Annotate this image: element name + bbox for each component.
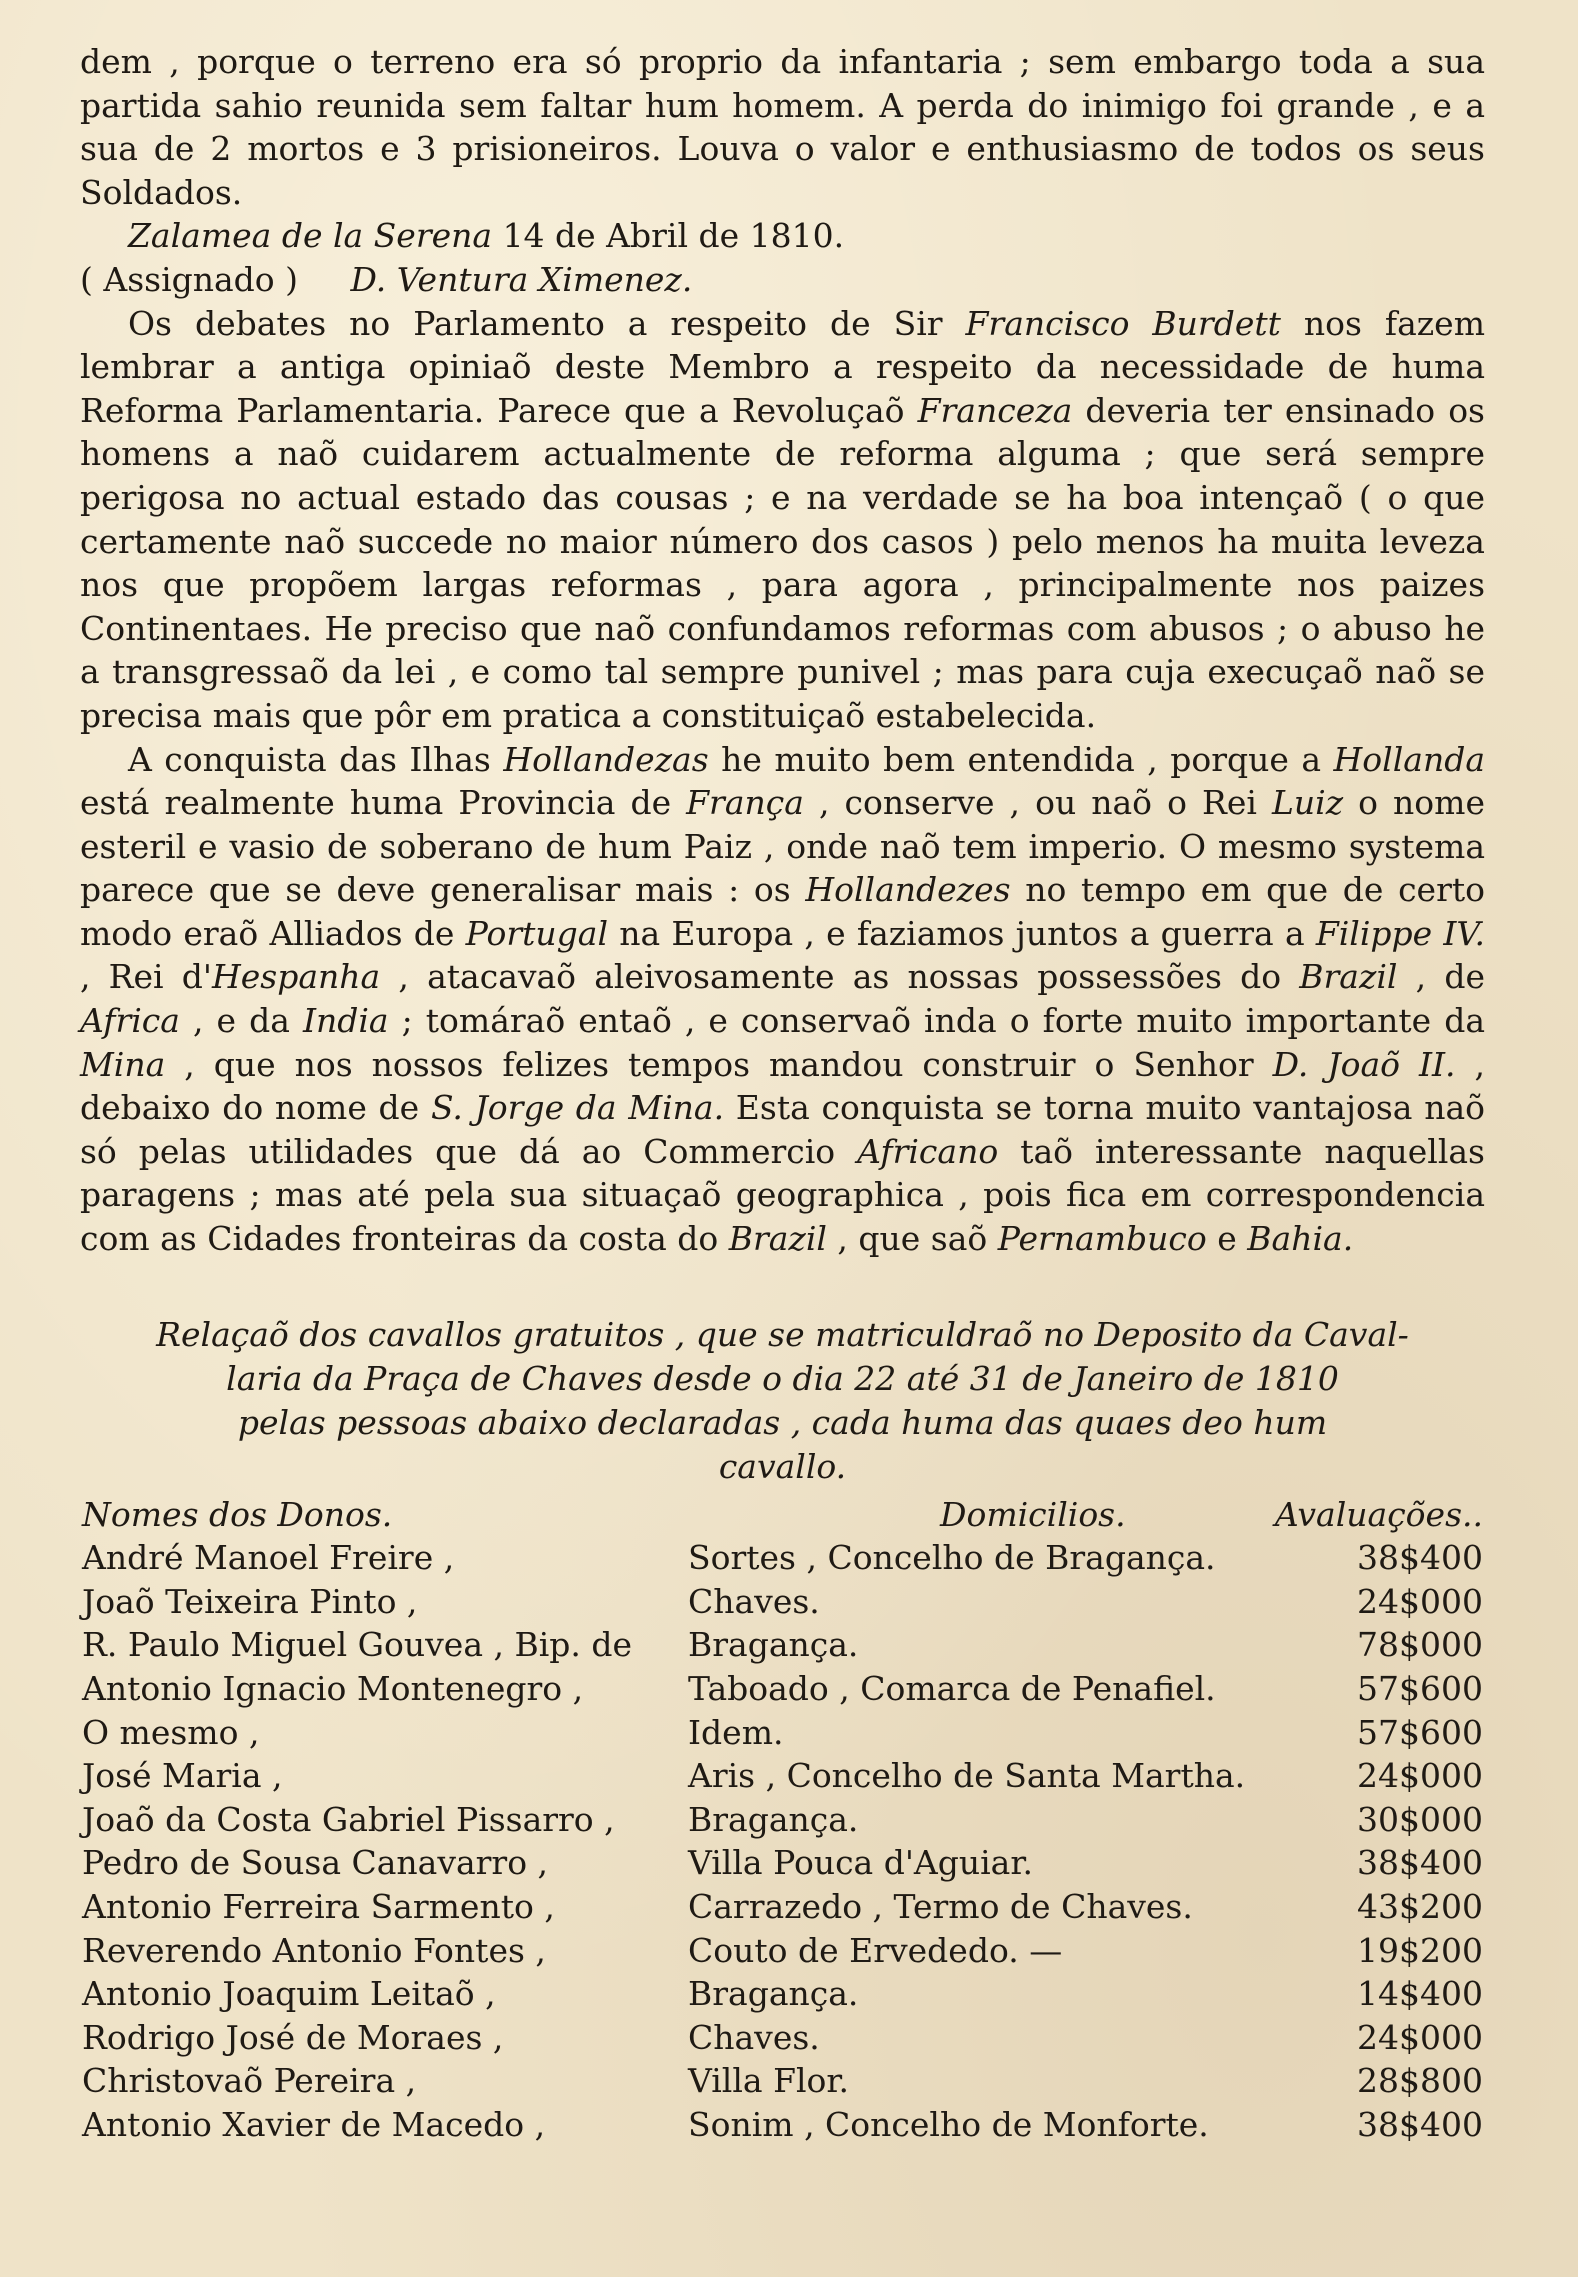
horse-value: 43$200	[1357, 1886, 1483, 1926]
table-row	[80, 1754, 1485, 1798]
italic-run: Bahia.	[1247, 1219, 1354, 1259]
relacao-line-3: pelas pessoas abaixo declaradas , cada huma das quaes deo hum	[237, 1402, 1328, 1442]
text-run: , Rei d'	[80, 957, 212, 997]
signed-label: ( Assignado )	[80, 259, 299, 299]
owner-name: José Maria ,	[82, 1756, 283, 1796]
table-row	[80, 1711, 1485, 1755]
text-run: , conserve , ou naõ o Rei	[803, 783, 1272, 823]
owner-name: Antonio Joaquim Leitaõ ,	[82, 1974, 496, 2014]
owner-domicile: Bragança.	[688, 1625, 859, 1665]
table-row	[80, 1885, 1485, 1929]
paragraph-continuation: dem , porque o terreno era só proprio da infantaria ; sem embargo toda a sua partida sahio reunida sem faltar hum homem. A perda do inimigo foi grande , e a sua de 2 mortos e 3 prisioneiros. Louva o valor e enthusiasmo de todos os seus Soldados.	[80, 42, 1485, 212]
text-run: , e da	[179, 1001, 303, 1041]
italic-run: Africano	[857, 1131, 999, 1171]
owner-name: Reverendo Antonio Fontes ,	[82, 1930, 546, 1970]
owner-domicile: Sonim , Concelho de Monforte.	[688, 2104, 1209, 2144]
italic-run: Francisco Burdett	[965, 303, 1281, 343]
table-row	[80, 1929, 1485, 1973]
dateline	[80, 214, 1485, 258]
signed-name: D. Ventura Ximenez.	[350, 259, 693, 299]
table-row	[80, 1972, 1485, 2016]
horse-value: 38$400	[1357, 1538, 1483, 1578]
signature-line	[80, 258, 1485, 302]
table-row	[80, 1623, 1485, 1667]
italic-run: S. Jorge da Mina.	[430, 1088, 725, 1128]
owner-name: Joaõ da Costa Gabriel Pissarro ,	[82, 1799, 615, 1839]
owner-domicile: Villa Flor.	[688, 2061, 850, 2101]
owner-name: Christovaõ Pereira ,	[82, 2061, 417, 2101]
owner-name: Joaõ Teixeira Pinto ,	[82, 1581, 418, 1621]
italic-run: Brazil	[728, 1219, 827, 1259]
owner-domicile: Couto de Ervededo. —	[688, 1930, 1063, 1970]
table-row	[80, 1536, 1485, 1580]
dateline-date: 14 de Abril de 1810.	[502, 216, 845, 256]
italic-run: Pernambuco	[997, 1219, 1207, 1259]
owner-domicile: Taboado , Comarca de Penafiel.	[688, 1669, 1216, 1708]
horse-value: 38$400	[1357, 2104, 1483, 2144]
owner-name: R. Paulo Miguel Gouvea , Bip. de	[82, 1625, 633, 1665]
italic-run: Hollandezas	[503, 739, 709, 779]
owner-domicile: Bragança.	[688, 1799, 859, 1839]
table-row	[80, 1841, 1485, 1885]
owner-domicile: Chaves.	[688, 1581, 820, 1621]
relacao-line-1: Relaçaõ dos cavallos gratuitos , que se matriculdraõ no Deposito da Caval-	[156, 1314, 1409, 1354]
owner-name: Antonio Xavier de Macedo ,	[82, 2104, 546, 2144]
text-run: Os debates no Parlamento a respeito de Sir	[128, 303, 966, 343]
relacao-line-4: cavallo.	[718, 1446, 847, 1486]
horse-value: 28$800	[1357, 2061, 1483, 2101]
text-run: nos fazem lembrar a antiga opiniaõ deste Membro a respeito da necessidade de huma Reforma Parlamentaria. Parece que a Revoluçaõ	[80, 303, 1485, 430]
header-value: Avaluações..	[1274, 1494, 1483, 1534]
horse-value: 57$600	[1357, 1712, 1483, 1752]
italic-run: Hollandezes	[805, 870, 1011, 910]
italic-run: Africa	[80, 1001, 180, 1041]
text-run: e	[1206, 1219, 1248, 1259]
italic-run: India	[302, 1001, 389, 1041]
text-run: o nome esteril e vasio de soberano de hum Paiz , onde naõ tem imperio. O mesmo systema parece que se deve generalisar mais : os	[80, 783, 1485, 910]
owner-domicile: Aris , Concelho de Santa Martha.	[688, 1756, 1246, 1796]
table-header	[80, 1493, 1485, 1537]
horse-value: 30$000	[1357, 1799, 1483, 1839]
text-run: Esta conquista se torna muito vantajosa naõ só pelas utilidades que dá ao Commercio	[80, 1088, 1485, 1171]
horse-value: 38$400	[1357, 1843, 1483, 1883]
horse-value: 57$600	[1357, 1669, 1483, 1708]
dateline-place: Zalamea de la Serena	[128, 216, 493, 256]
owner-name: O mesmo ,	[82, 1712, 260, 1752]
italic-run: Portugal	[465, 913, 609, 953]
table-body	[80, 1536, 1485, 2146]
text-run: taõ interessante naquellas paragens ; mas até pela sua situaçaõ geographica , pois fica em correspondencia com as Cidades fronteiras da costa do	[80, 1131, 1485, 1259]
text-run: A conquista das Ilhas	[128, 739, 504, 779]
table-row	[80, 2059, 1485, 2103]
text-run: , de	[1397, 957, 1486, 997]
owner-domicile: Chaves.	[688, 2017, 820, 2057]
table-row	[80, 1667, 1485, 1711]
italic-run: Brazil	[1299, 957, 1398, 997]
horse-value: 24$000	[1357, 2017, 1483, 2057]
text-run: deveria ter ensinado os homens a naõ cuidarem actualmente de reforma alguma ; que será sempre perigosa no actual estado das cousas ; e na verdade se ha boa intençaõ ( o que certamente naõ succede no maior número dos casos ) pelo menos ha muita leveza nos que propõem largas reformas , para agora , principalmente nos paizes Continentaes. He preciso que naõ confundamos reformas com abusos ; o abuso he a transgressaõ da lei , e como tal sempre punivel ; mas para cuja execuçaõ naõ se precisa mais que pôr em pratica a constituiçaõ estabelecida.	[80, 390, 1485, 735]
horse-value: 24$000	[1357, 1756, 1483, 1796]
owner-domicile: Idem.	[688, 1712, 784, 1752]
italic-run: Franceza	[917, 390, 1073, 430]
paragraph-parlamento	[80, 302, 1485, 738]
table-row	[80, 2016, 1485, 2060]
italic-run: Filippe IV.	[1315, 913, 1485, 953]
italic-run: Luiz	[1271, 783, 1344, 823]
owner-domicile: Sortes , Concelho de Bragança.	[688, 1538, 1216, 1578]
relacao-heading	[80, 1313, 1485, 1489]
owner-name: Antonio Ignacio Montenegro ,	[82, 1669, 584, 1708]
horses-table	[80, 1493, 1485, 2147]
page-content	[80, 40, 1485, 2147]
table-row	[80, 1798, 1485, 1842]
horse-value: 14$400	[1357, 1974, 1483, 2014]
table-row	[80, 2103, 1485, 2147]
relacao-line-2: laria da Praça de Chaves desde o dia 22 até 31 de Janeiro de 1810	[226, 1358, 1339, 1398]
owner-name: André Manoel Freire ,	[82, 1538, 455, 1578]
table-row	[80, 1580, 1485, 1624]
italic-run: França	[686, 783, 804, 823]
text-run: , debaixo do nome de	[80, 1044, 1486, 1128]
owner-name: Pedro de Sousa Canavarro ,	[82, 1843, 549, 1883]
italic-run: D. Joaõ II.	[1272, 1044, 1456, 1084]
italic-run: Hespanha	[212, 957, 381, 997]
horse-value: 24$000	[1357, 1581, 1483, 1621]
text-run: ; tomáraõ entaõ , e conservaõ inda o forte muito importante da	[388, 1001, 1485, 1041]
owner-name: Antonio Ferreira Sarmento ,	[82, 1886, 555, 1926]
horse-value: 19$200	[1357, 1930, 1483, 1970]
text-run: na Europa , e faziamos juntos a guerra a	[608, 913, 1316, 953]
italic-run: Mina	[80, 1044, 166, 1084]
header-name: Nomes dos Donos.	[82, 1494, 393, 1534]
italic-run: Hollanda	[1333, 739, 1485, 779]
text-run: no tempo em que de certo modo eraõ Alliados de	[80, 870, 1485, 953]
text-run: está realmente huma Provincia de	[80, 783, 687, 823]
header-domicile: Domicilios.	[940, 1494, 1126, 1534]
text-run: , atacavaõ aleivosamente as nossas possessões do	[380, 957, 1300, 997]
text-run: , que nos nossos felizes tempos mandou construir o Senhor	[165, 1044, 1273, 1084]
owner-domicile: Carrazedo , Termo de Chaves.	[688, 1886, 1193, 1926]
text-run: he muito bem entendida , porque a	[708, 739, 1334, 779]
owner-domicile: Villa Pouca d'Aguiar.	[688, 1843, 1033, 1883]
horse-value: 78$000	[1357, 1625, 1483, 1665]
owner-name: Rodrigo José de Moraes ,	[82, 2017, 504, 2057]
text-run: , que saõ	[826, 1219, 998, 1259]
paragraph-conquista	[80, 738, 1485, 1261]
owner-domicile: Bragança.	[688, 1974, 859, 2014]
